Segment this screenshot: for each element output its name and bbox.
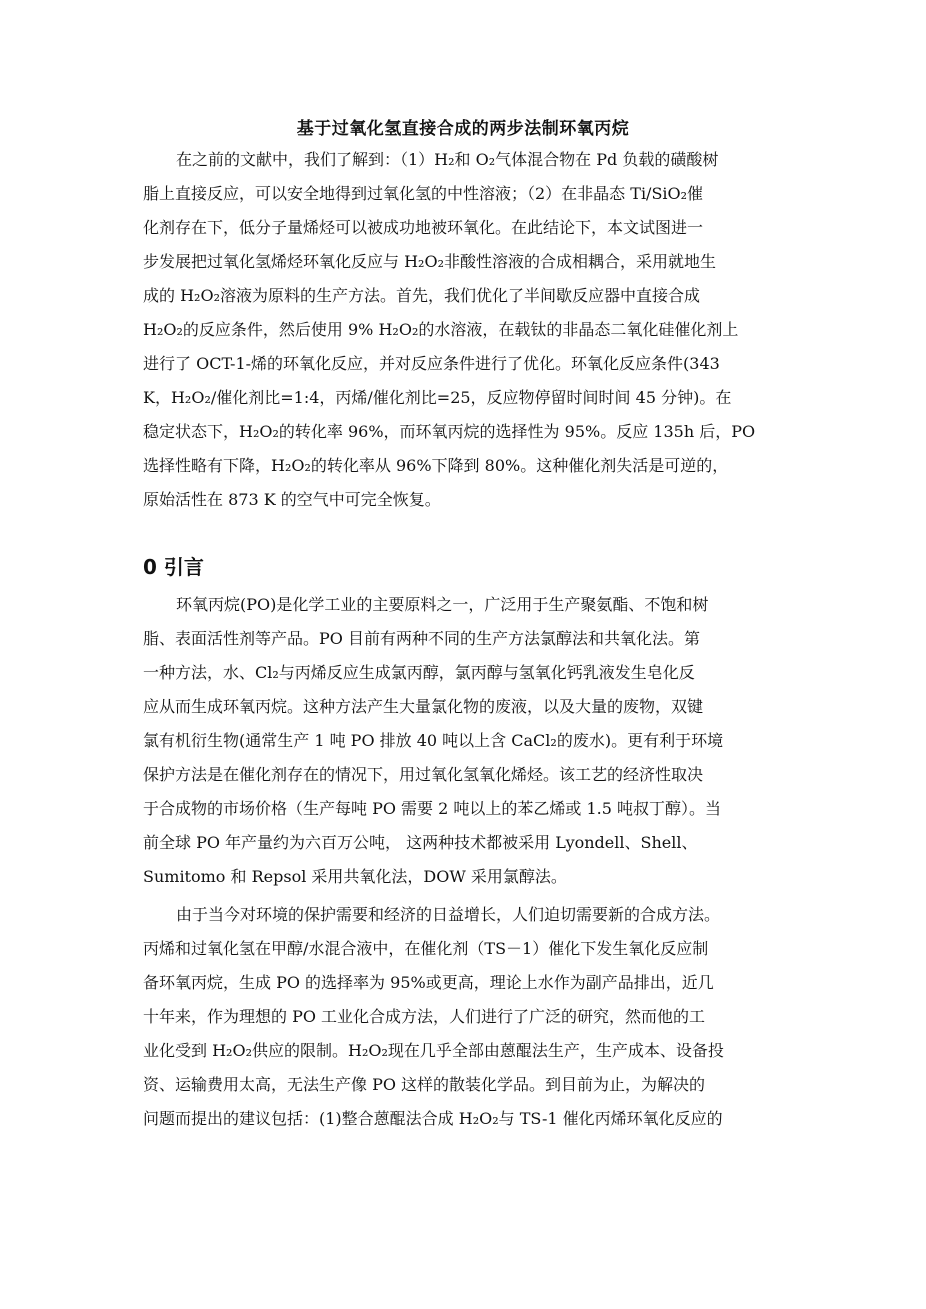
intro-line: 十年来，作为理想的 PO 工业化合成方法，人们进行了广泛的研究，然而他的工: [143, 1007, 706, 1026]
intro-line: 保护方法是在催化剂存在的情况下，用过氧化氢氧化烯烃。该工艺的经济性取决: [143, 765, 704, 784]
abstract-line: 选择性略有下降，H₂O₂的转化率从 96%下降到 80%。这种催化剂失活是可逆的，: [143, 456, 729, 475]
intro-line: 脂、表面活性剂等产品。PO 目前有两种不同的生产方法氯醇法和共氧化法。第: [143, 629, 700, 648]
intro-line: 业化受到 H₂O₂供应的限制。H₂O₂现在几乎全部由蒽醌法生产，生产成本、设备投: [143, 1041, 724, 1060]
abstract-line: 脂上直接反应，可以安全地得到过氧化氢的中性溶液；（2）在非晶态 Ti/SiO₂催: [143, 184, 704, 203]
intro-line: 环氧丙烷(PO)是化学工业的主要原料之一，广泛用于生产聚氨酯、不饱和树: [176, 595, 709, 614]
intro-line: 于合成物的市场价格（生产每吨 PO 需要 2 吨以上的苯乙烯或 1.5 吨叔丁醇）。当: [143, 799, 722, 818]
abstract-line: 在之前的文献中，我们了解到：（1）H₂和 O₂气体混合物在 Pd 负载的磺酸树: [176, 150, 719, 169]
intro-line: 应从而生成环氧丙烷。这种方法产生大量氯化物的废液，以及大量的废物，双键: [143, 697, 704, 716]
abstract-line: K，H₂O₂/催化剂比=1:4，丙烯/催化剂比=25，反应物停留时间时间 45 分钟)。在: [143, 388, 732, 407]
section-heading: 0 引言: [143, 555, 204, 579]
intro-line: 问题而提出的建议包括：(1)整合蒽醌法合成 H₂O₂与 TS-1 催化丙烯环氧化反应的: [143, 1109, 723, 1128]
intro-line: Sumitomo 和 Repsol 采用共氧化法，DOW 采用氯醇法。: [143, 867, 567, 886]
intro-line: 氯有机衍生物(通常生产 1 吨 PO 排放 40 吨以上含 CaCl₂的废水)。更有利于环境: [143, 731, 724, 750]
abstract-line: 化剂存在下，低分子量烯烃可以被成功地被环氧化。在此结论下，本文试图进一: [143, 218, 704, 237]
intro-line: 一种方法，水、Cl₂与丙烯反应生成氯丙醇，氯丙醇与氢氧化钙乳液发生皂化反: [143, 663, 695, 682]
intro-line: 资、运输费用太高，无法生产像 PO 这样的散装化学品。到目前为止，为解决的: [143, 1075, 706, 1094]
abstract-line: 稳定状态下，H₂O₂的转化率 96%，而环氧丙烷的选择性为 95%。反应 135h 后，PO: [143, 422, 756, 441]
intro-line: 由于当今对环境的保护需要和经济的日益增长，人们迫切需要新的合成方法。: [176, 905, 721, 924]
abstract-line: 成的 H₂O₂溶液为原料的生产方法。首先，我们优化了半间歇反应器中直接合成: [143, 286, 700, 305]
abstract-line: 原始活性在 873 K 的空气中可完全恢复。: [143, 490, 441, 509]
document-title: 基于过氧化氢直接合成的两步法制环氧丙烷: [296, 119, 630, 139]
intro-line: 前全球 PO 年产量约为六百万公吨， 这两种技术都被采用 Lyondell、Shell、: [143, 833, 698, 852]
abstract-line: 步发展把过氧化氢烯烃环氧化反应与 H₂O₂非酸性溶液的合成相耦合，采用就地生: [143, 252, 716, 271]
intro-line: 丙烯和过氧化氢在甲醇/水混合液中，在催化剂（TS－1）催化下发生氧化反应制: [143, 939, 709, 958]
abstract-line: 进行了 OCT-1-烯的环氧化反应，并对反应条件进行了优化。环氧化反应条件(343: [143, 354, 720, 373]
abstract-line: H₂O₂的反应条件，然后使用 9% H₂O₂的水溶液，在载钛的非晶态二氧化硅催化剂上: [143, 320, 739, 339]
intro-line: 备环氧丙烷，生成 PO 的选择率为 95%或更高，理论上水作为副产品排出，近几: [143, 973, 714, 992]
